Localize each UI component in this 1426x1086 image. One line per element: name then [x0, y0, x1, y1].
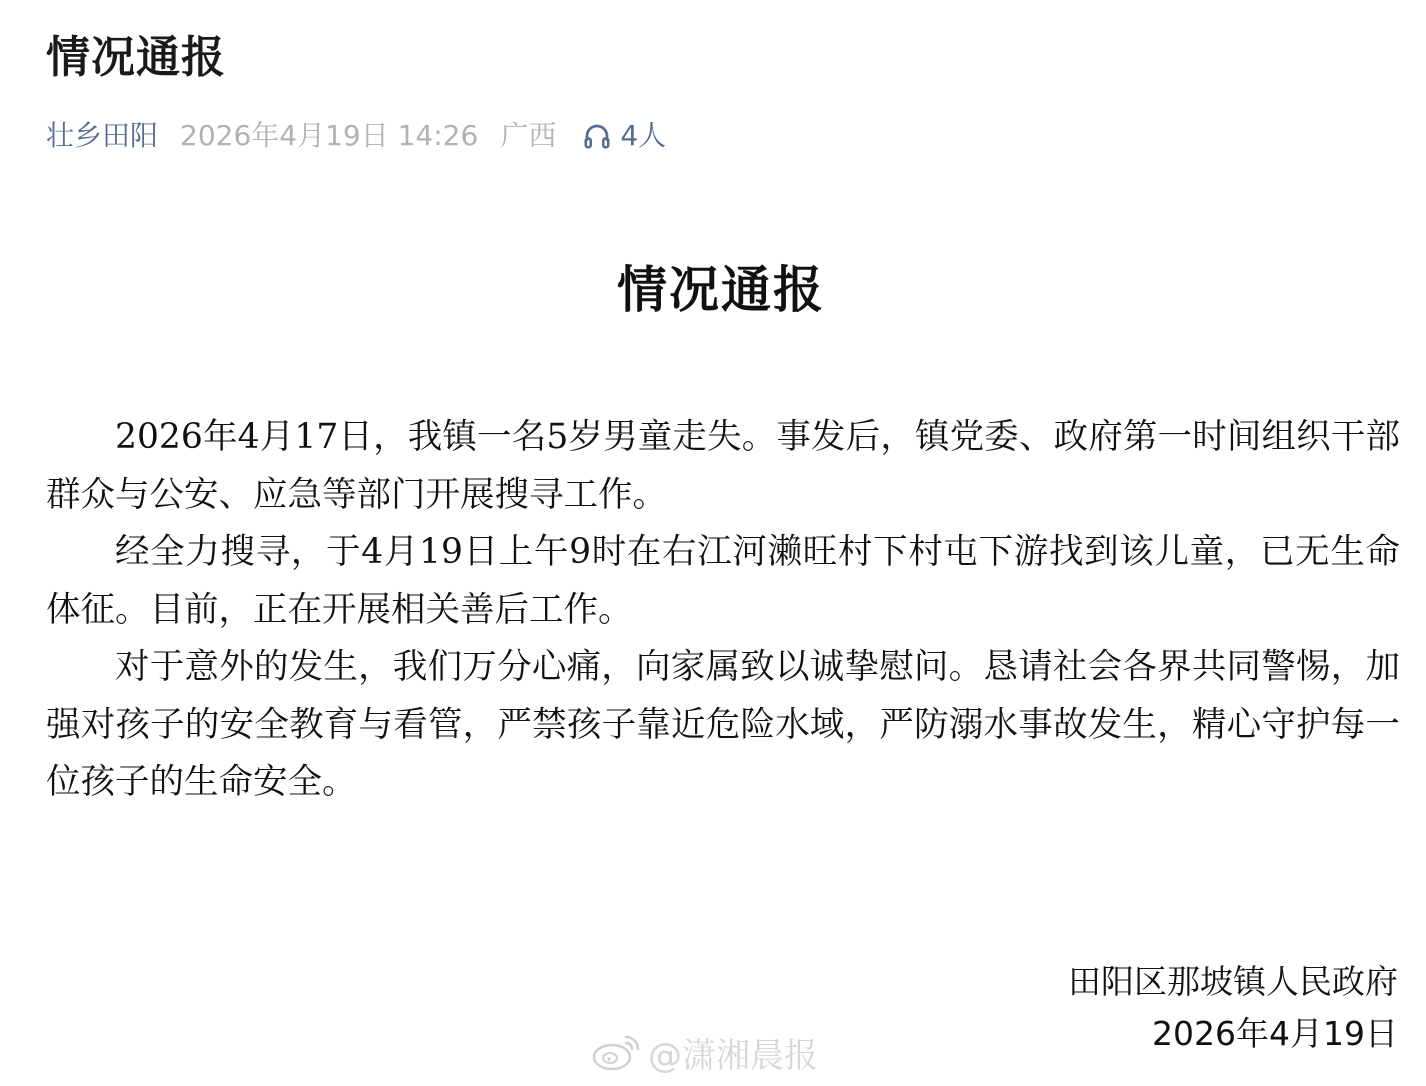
weibo-logo-icon [590, 1031, 642, 1073]
document-paragraph: 2026年4月17日，我镇一名5岁男童走失。事发后，镇党委、政府第一时间组织干部群众与公安、应急等部门开展搜寻工作。 [46, 417, 1400, 515]
listen-button[interactable] [582, 116, 666, 156]
document-title: 情况通报 [617, 261, 825, 319]
listen-count: 4人 [620, 119, 667, 152]
account-name-link[interactable]: 壮乡田阳 [46, 119, 159, 152]
document-body [46, 409, 1400, 812]
watermark [590, 1026, 818, 1078]
signature-date: 2026年4月19日 [1152, 1014, 1398, 1053]
signature-issuer: 田阳区那坡镇人民政府 [1068, 962, 1398, 1001]
document-signature [1068, 956, 1398, 1060]
page-title: 情况通报 [46, 32, 226, 83]
watermark-text: @潇湘晨报 [648, 1035, 818, 1076]
article-meta [46, 116, 666, 156]
document-paragraph: 经全力搜寻，于4月19日上午9时在右江河濑旺村下村屯下游找到该儿童，已无生命体征。目前，正在开展相关善后工作。 [46, 532, 1400, 630]
headphone-icon [582, 121, 612, 151]
publish-datetime: 2026年4月19日 14:26 [180, 119, 479, 152]
publish-region: 广西 [500, 119, 557, 152]
document-paragraph: 对于意外的发生，我们万分心痛，向家属致以诚挚慰问。恳请社会各界共同警惕，加强对孩子的安全教育与看管，严禁孩子靠近危险水域，严防溺水事故发生，精心守护每一位孩子的生命安全。 [46, 647, 1400, 802]
